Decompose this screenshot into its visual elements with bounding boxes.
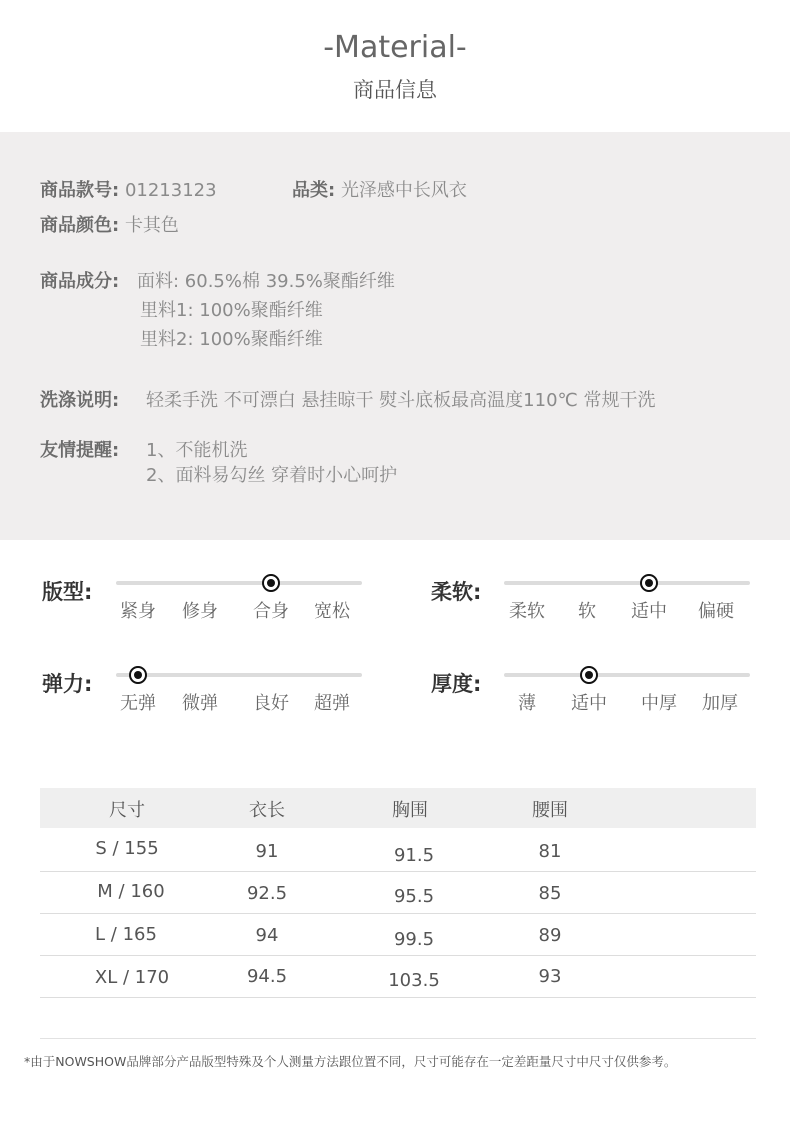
length-cell: 92.5 <box>246 883 288 904</box>
header-length: 衣长 <box>249 800 285 821</box>
composition-line: 里料2: 100%聚酯纤维 <box>140 329 323 350</box>
category-value: 光泽感中长风衣 <box>340 180 467 201</box>
fit-option: 修身 <box>182 601 218 622</box>
softness-label: 柔软: <box>431 580 482 604</box>
size-cell: S / 155 <box>95 838 159 859</box>
composition-label: 商品成分: <box>40 271 120 292</box>
elasticity-option: 良好 <box>253 693 289 714</box>
elasticity-indicator-icon <box>129 666 147 684</box>
thickness-option: 加厚 <box>702 693 738 714</box>
fit-label: 版型: <box>42 580 93 604</box>
waist-cell: 89 <box>538 925 562 946</box>
fit-option: 宽松 <box>314 601 350 622</box>
style-no-value: 01213123 <box>124 180 217 201</box>
header-chest: 胸围 <box>392 800 428 821</box>
softness-option: 柔软 <box>509 601 545 622</box>
composition-line: 面料: 60.5%棉 39.5%聚酯纤维 <box>137 271 395 292</box>
thickness-option: 中厚 <box>641 693 677 714</box>
elasticity-label: 弹力: <box>42 672 93 696</box>
size-cell: XL / 170 <box>94 967 170 988</box>
length-cell: 94.5 <box>246 966 288 987</box>
size-cell: L / 165 <box>95 924 157 945</box>
style-no-label: 商品款号: <box>40 180 120 201</box>
softness-track <box>504 581 750 585</box>
header-waist: 腰围 <box>532 800 568 821</box>
waist-cell: 85 <box>538 883 562 904</box>
thickness-track <box>504 673 750 677</box>
row-divider <box>40 955 756 956</box>
title-english: -Material- <box>323 30 467 65</box>
chest-cell: 95.5 <box>393 886 435 907</box>
category-row <box>292 176 467 202</box>
color-value: 卡其色 <box>124 215 179 236</box>
size-table-header <box>40 788 756 828</box>
product-info-panel <box>0 132 790 540</box>
thickness-option: 适中 <box>571 693 607 714</box>
elasticity-track <box>116 673 362 677</box>
footer-divider <box>40 1038 756 1039</box>
row-divider <box>40 871 756 872</box>
title-chinese: 商品信息 <box>353 78 437 102</box>
header-size: 尺寸 <box>109 800 145 821</box>
fit-track <box>116 581 362 585</box>
elasticity-option: 超弹 <box>314 693 350 714</box>
chest-cell: 91.5 <box>393 845 435 866</box>
size-cell: M / 160 <box>97 881 165 902</box>
page-header <box>0 0 790 132</box>
waist-cell: 93 <box>538 966 562 987</box>
chest-cell: 103.5 <box>388 970 440 991</box>
style-no-row <box>40 176 217 202</box>
waist-cell: 81 <box>538 841 562 862</box>
composition-line: 里料1: 100%聚酯纤维 <box>140 300 323 321</box>
length-cell: 94 <box>255 925 279 946</box>
fit-option: 合身 <box>253 601 289 622</box>
softness-option: 适中 <box>631 601 667 622</box>
category-label: 品类: <box>292 180 336 201</box>
size-disclaimer: *由于NOWSHOW品牌部分产品版型特殊及个人测量方法跟位置不同，尺寸可能存在一定差距量尺寸中尺寸仅供参考。 <box>24 1054 677 1069</box>
softness-option: 偏硬 <box>698 601 734 622</box>
fit-option: 紧身 <box>120 601 156 622</box>
softness-indicator-icon <box>640 574 658 592</box>
elasticity-option: 微弹 <box>182 693 218 714</box>
row-divider <box>40 997 756 998</box>
wash-instructions: 轻柔手洗 不可漂白 悬挂晾干 熨斗底板最高温度110℃ 常规干洗 <box>146 390 656 411</box>
reminder-label: 友情提醒: <box>40 440 120 461</box>
reminder-line: 1、不能机洗 <box>146 440 248 461</box>
thickness-option: 薄 <box>518 693 536 714</box>
length-cell: 91 <box>255 841 279 862</box>
elasticity-option: 无弹 <box>120 693 156 714</box>
fit-indicator-icon <box>262 574 280 592</box>
thickness-label: 厚度: <box>431 672 482 696</box>
color-row <box>40 211 179 237</box>
wash-label: 洗涤说明: <box>40 390 120 411</box>
thickness-indicator-icon <box>580 666 598 684</box>
row-divider <box>40 913 756 914</box>
reminder-line: 2、面料易勾丝 穿着时小心呵护 <box>146 465 398 486</box>
chest-cell: 99.5 <box>393 929 435 950</box>
color-label: 商品颜色: <box>40 215 120 236</box>
softness-option: 软 <box>578 601 596 622</box>
